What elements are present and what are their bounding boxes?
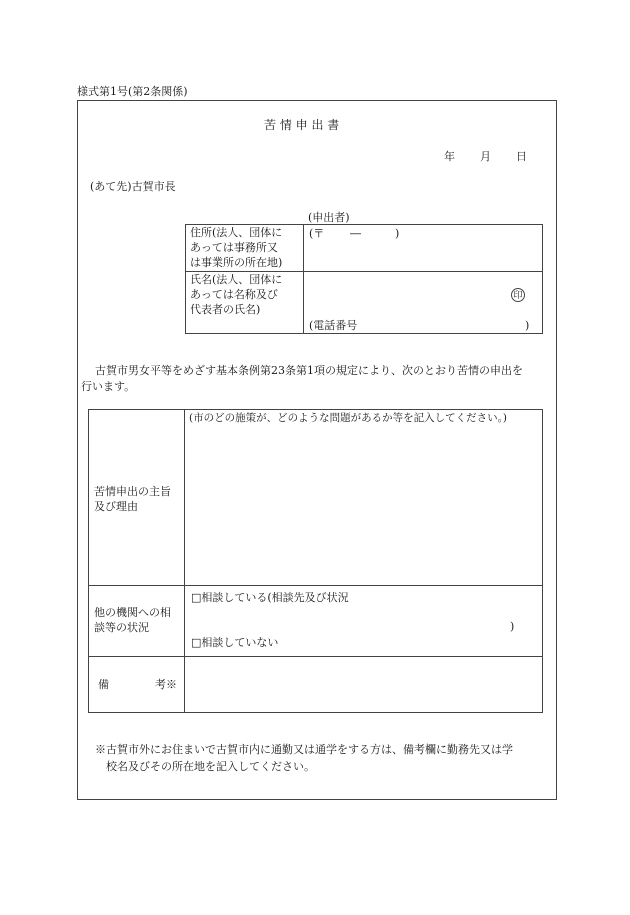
address-label-line: 住所(法人、団体に	[190, 226, 283, 239]
complaint-label	[94, 485, 171, 515]
complaint-label-line: 及び理由	[94, 499, 138, 513]
complaint-row-divider	[88, 585, 543, 586]
complaint-label-line: 苦情申出の主旨	[94, 485, 171, 498]
note-line: ※古賀市外にお住まいで古賀市内に通勤又は通学をする方は、備考欄に勤務先又は学	[95, 743, 513, 756]
date-day: 日	[516, 150, 527, 163]
form-reference: 様式第1号(第2条関係)	[77, 85, 188, 98]
name-label	[190, 273, 282, 318]
addressee: (あて先)古賀市長	[90, 180, 176, 193]
other-label-line: 談等の状況	[94, 620, 149, 634]
remarks-field[interactable]	[186, 658, 541, 711]
postal-code-close: )	[395, 227, 400, 240]
not-consulted-checkbox[interactable]: □相談していない	[191, 636, 279, 649]
name-label-line: 代表者の氏名)	[190, 302, 261, 316]
remarks-label-a: 備	[98, 678, 109, 691]
statement-line: 古賀市男女平等をめざす基本条例第23条第1項の規定により、次のとおり苦情の申出を	[95, 364, 523, 377]
remarks-label-b: 考※	[155, 678, 177, 691]
date-year: 年	[444, 150, 455, 163]
name-field[interactable]	[305, 274, 505, 314]
postal-code-dash: ―	[350, 227, 361, 240]
applicant-row-divider	[185, 271, 543, 272]
date-month: 月	[480, 150, 491, 163]
phone-close: )	[525, 319, 530, 332]
consulted-checkbox[interactable]: □相談している(相談先及び状況	[191, 591, 349, 604]
page-title: 苦 情 申 出 書	[264, 118, 340, 132]
consulted-close: )	[510, 620, 515, 633]
address-field[interactable]	[305, 240, 541, 270]
complaint-hint: (市のどの施策が、どのような問題があるか等を記入してください。)	[189, 412, 507, 424]
postal-code-prefix: (〒	[309, 227, 325, 240]
name-label-line: 氏名(法人、団体に	[190, 273, 283, 286]
applicant-col-divider	[303, 224, 304, 334]
complaint-col-divider	[184, 409, 185, 713]
address-label-line: は事業所の所在地)	[190, 255, 283, 269]
complaint-row-divider	[88, 656, 543, 657]
seal-icon: 印	[511, 288, 525, 302]
phone-label: (電話番号	[309, 319, 358, 332]
statement-line: 行います。	[81, 380, 136, 393]
other-label-line: 他の機関への相	[94, 606, 171, 619]
complaint-field[interactable]	[186, 428, 541, 583]
note-line: 校名及びその所在地を記入してください。	[106, 760, 315, 773]
applicant-caption: (申出者)	[308, 211, 350, 224]
other-label	[94, 606, 171, 636]
address-label-line: あっては事務所又	[190, 240, 278, 254]
address-label	[190, 226, 282, 271]
name-label-line: あっては名称及び	[190, 287, 278, 301]
